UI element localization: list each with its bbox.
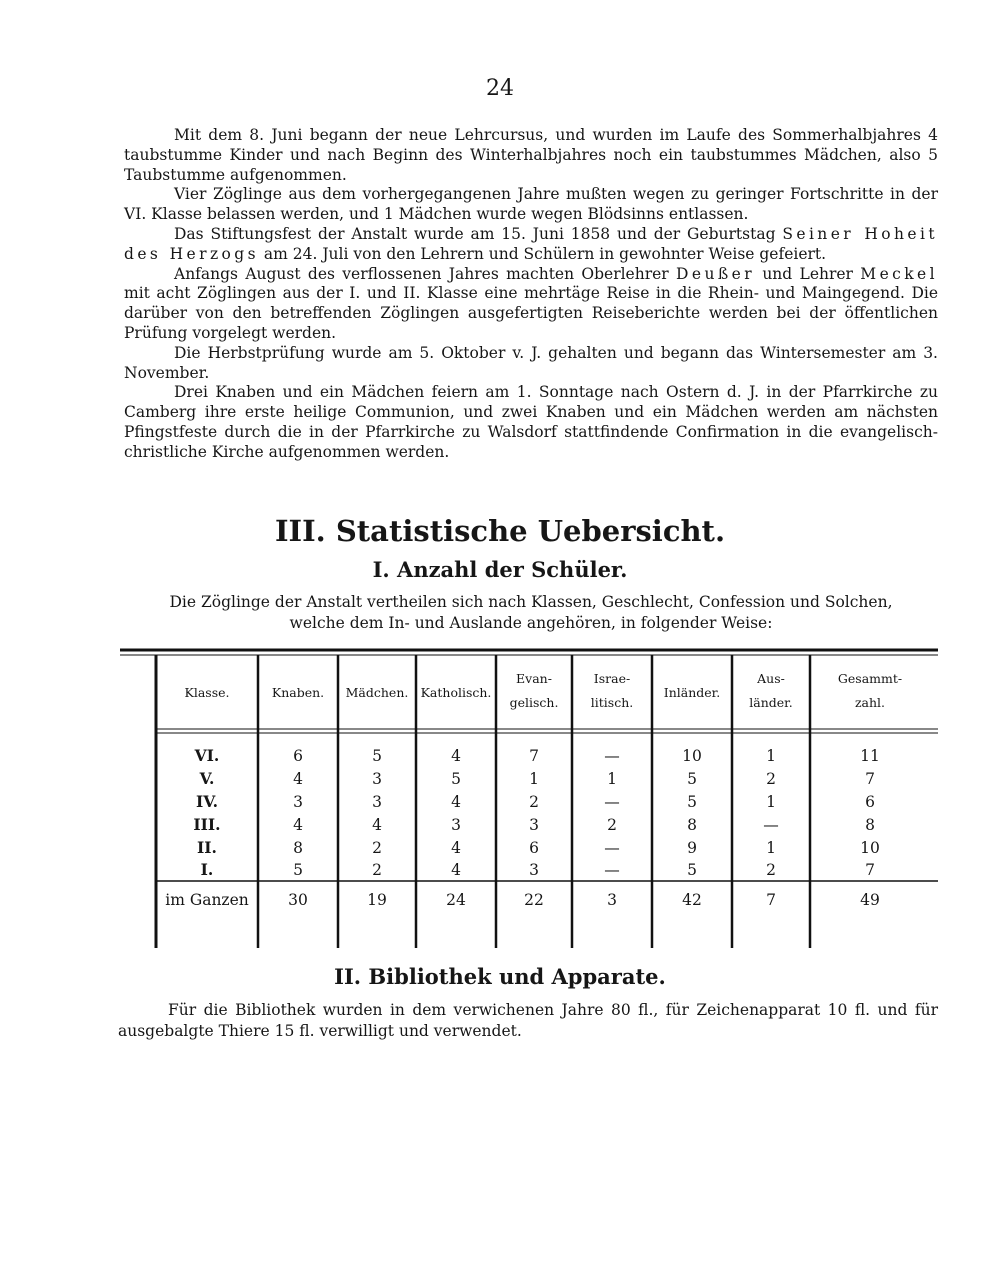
table-cell: 3 (529, 816, 539, 834)
table-cell: — (604, 747, 620, 765)
table-cell: 1 (766, 793, 776, 811)
table-cell: 3 (293, 793, 303, 811)
table-cell: 5 (451, 770, 461, 788)
table-cell: 3 (451, 816, 461, 834)
total-cell: 22 (524, 891, 544, 909)
table-cell: 1 (607, 770, 617, 788)
row-label: V. (199, 769, 215, 788)
paragraph (124, 265, 938, 344)
paragraph: Drei Knaben und ein Mädchen feiern am 1. Sonntage nach Ostern d. J. in der Pfarrkirche zu Camberg ihre erste heilige Communion, und zwei Knaben und ein Mädchen werden am nächsten Pfingstfeste durch die in der Pfarrkirche zu Walsdorf stattfindende Confirmation in die evangelisch-christliche Kirche aufgenommen werden. (124, 383, 938, 461)
table-cell: — (604, 793, 620, 811)
table-cell: 8 (865, 816, 875, 834)
table-cell: 1 (529, 770, 539, 788)
row-label: I. (200, 860, 214, 879)
table-cell: 7 (529, 747, 539, 765)
paragraph: Die Herbstprüfung wurde am 5. Oktober v. J. gehalten und begann das Wintersemester am 3. November. (124, 343, 938, 382)
row-label: IV. (196, 792, 218, 811)
table-cell: 5 (687, 793, 697, 811)
column-header: Israe- (593, 671, 631, 686)
column-header: Aus- (757, 671, 785, 686)
table-cell: 10 (682, 747, 702, 765)
table-cell: 5 (372, 747, 382, 765)
table-cell: 7 (865, 861, 875, 879)
column-header: Mädchen. (345, 685, 409, 700)
intro-line: Die Zöglinge der Anstalt vertheilen sich nach Klassen, Geschlecht, Confession und Solchen, (169, 593, 893, 611)
paragraph-spaced-text: Deußer (676, 264, 756, 283)
table-cell: 11 (860, 747, 880, 765)
section-title: III. Statistische Uebersicht. (274, 514, 726, 548)
column-header: Klasse. (184, 685, 230, 700)
paragraph-text: Das Stiftungsfest der Anstalt wurde am 15. Juni 1858 und der Geburtstag (174, 224, 783, 243)
table-cell: — (763, 816, 779, 834)
table-cell: 2 (372, 861, 382, 879)
table-cell: — (604, 861, 620, 879)
paragraph: Vier Zöglinge aus dem vorhergegangenen Jahre mußten wegen zu geringer Fortschritte in der VI. Klasse belassen werden, und 1 Mädchen wurde wegen Blödsinns entlassen. (124, 185, 938, 224)
total-cell: 3 (607, 891, 617, 909)
column-header: länder. (749, 695, 793, 710)
column-header: gelisch. (509, 695, 559, 710)
paragraph-text: Anfangs August des verflossenen Jahres machten Oberlehrer (174, 264, 677, 283)
paragraph (124, 225, 938, 265)
table-cell: 4 (451, 839, 461, 857)
table-cell: 5 (293, 861, 303, 879)
table-cell: 4 (293, 770, 303, 788)
table-intro (124, 592, 938, 634)
total-cell: 49 (860, 891, 880, 909)
total-cell: 19 (367, 891, 387, 909)
table-cell: 8 (293, 839, 303, 857)
table-cell: 4 (372, 816, 382, 834)
table-cell: 1 (766, 747, 776, 765)
paragraph: Mit dem 8. Juni begann der neue Lehrcursus, und wurden im Laufe des Sommerhalbjahres 4 taubstumme Kinder und nach Beginn des Winterhalbjahres noch ein taubstummes Mädchen, also 5 Taubstumme aufgenommen. (124, 126, 938, 184)
table-cell: 4 (451, 861, 461, 879)
table-cell: 5 (687, 861, 697, 879)
table-cell: 8 (687, 816, 697, 834)
table-cell: 4 (293, 816, 303, 834)
row-label: VI. (194, 746, 220, 765)
column-header: zahl. (854, 695, 886, 710)
paragraph-text: und Lehrer (755, 264, 861, 283)
column-header: Inländer. (663, 685, 721, 700)
column-header: litisch. (590, 695, 634, 710)
table-cell: 2 (766, 770, 776, 788)
table-cell: 3 (529, 861, 539, 879)
column-header: Evan- (516, 671, 552, 686)
subsection-title: II. Bibliothek und Apparate. (334, 964, 666, 989)
column-header: Gesammt- (837, 671, 903, 686)
statistics-table (120, 648, 938, 948)
table-cell: 2 (529, 793, 539, 811)
column-header: Katholisch. (420, 685, 492, 700)
table-cell: 1 (766, 839, 776, 857)
paragraph-spaced-text: Seiner Hoheit des Herzogs (124, 224, 938, 263)
body-text (124, 126, 938, 463)
table-cell: 6 (529, 839, 539, 857)
column-header: Knaben. (271, 685, 325, 700)
table-cell: 3 (372, 793, 382, 811)
biblio-text (118, 1000, 938, 1042)
paragraph-text: am 24. Juli von den Lehrern und Schülern in gewohnter Weise gefeiert. (258, 244, 827, 263)
total-cell: 30 (288, 891, 308, 909)
table-cell: 7 (865, 770, 875, 788)
paragraph-text: mit acht Zöglingen aus der I. und II. Klasse eine mehrtäge Reise in die Rhein- und Maingegend. Die darüber von den betreffenden Zöglingen ausgefertigten Reiseberichte werden bei der öffentlichen Prüfung vorgelegt werden. (124, 284, 938, 342)
paragraph-spaced-text: Meckel (860, 264, 939, 283)
row-label: II. (197, 838, 217, 857)
total-cell: 42 (682, 891, 702, 909)
paragraph: Für die Bibliothek wurden in dem verwichenen Jahre 80 fl., für Zeichenapparat 10 fl. und für ausgebalgte Thiere 15 fl. verwilligt und verwendet. (118, 1001, 938, 1040)
table-cell: 10 (860, 839, 880, 857)
table-cell: 9 (687, 839, 697, 857)
intro-line: welche dem In- und Auslande angehören, in folgender Weise: (289, 614, 773, 632)
table-cell: 5 (687, 770, 697, 788)
row-label: III. (193, 815, 221, 834)
table-cell: 4 (451, 793, 461, 811)
table-cell: 2 (372, 839, 382, 857)
page-number: 24 (486, 76, 514, 101)
table-cell: 6 (865, 793, 875, 811)
total-cell: 24 (446, 891, 466, 909)
table-cell: 2 (607, 816, 617, 834)
table-cell: 6 (293, 747, 303, 765)
subsection-title: I. Anzahl der Schüler. (372, 557, 628, 582)
table-cell: — (604, 839, 620, 857)
total-cell: 7 (766, 891, 776, 909)
table-cell: 4 (451, 747, 461, 765)
table-cell: 3 (372, 770, 382, 788)
total-label: im Ganzen (165, 891, 249, 909)
table-cell: 2 (766, 861, 776, 879)
